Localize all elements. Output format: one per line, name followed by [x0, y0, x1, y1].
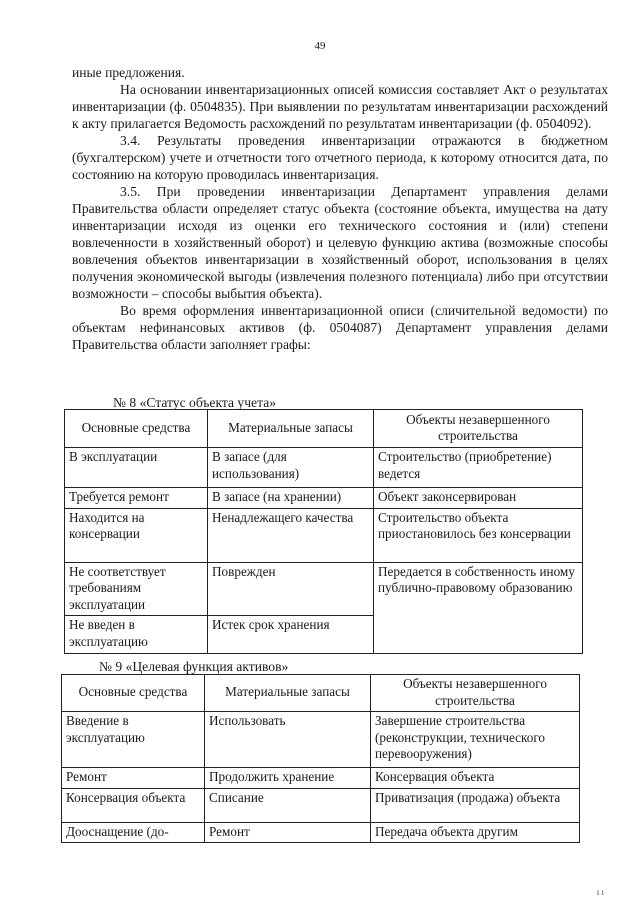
table-cell: Консервация объекта — [371, 768, 580, 789]
table-row — [65, 448, 583, 488]
table-cell: Передача объекта другим — [371, 822, 580, 843]
table-cell: В эксплуатации — [65, 448, 208, 488]
scan-marks: ı ı — [596, 887, 604, 897]
table-header-row — [62, 675, 580, 712]
table-cell: Ремонт — [62, 768, 205, 789]
table-cell: Ремонт — [205, 822, 371, 843]
column-header: Объекты незавершенного строительства — [374, 410, 583, 448]
table-row — [62, 768, 580, 789]
paragraph-inventory-form: Во время оформления инвентаризационной описи (сличительной ведомости) по объектам нефинансовых активов (ф. 0504087) Департамент управления делами Правительства области заполняет графы: — [72, 303, 608, 352]
table-cell: В запасе (на хранении) — [208, 488, 374, 509]
table-cell: Поврежден — [208, 562, 374, 616]
column-header: Объекты незавершенного строительства — [371, 675, 580, 712]
table-cell: Передается в собственность иному публично-правовому образованию — [374, 562, 583, 654]
table-cell: Введение в эксплуатацию — [62, 712, 205, 768]
paragraph-3-4: 3.4. Результаты проведения инвентаризации отражаются в бюджетном (бухгалтерском) учете и отчетности того отчетного периода, к которому относится дата, по состоянию на которую проводилась инвентаризация. — [72, 133, 608, 182]
table-cell: В запасе (для использования) — [208, 448, 374, 488]
table-cell: Истек срок хранения — [208, 616, 374, 654]
table-cell: Продолжить хранение — [205, 768, 371, 789]
target-function-table — [61, 674, 580, 843]
page-number: 49 — [314, 40, 326, 52]
column-header: Материальные запасы — [205, 675, 371, 712]
table-cell: Не введен в эксплуатацию — [65, 616, 208, 654]
paragraph-3-5: 3.5. При проведении инвентаризации Департамент управления делами Правительства области определяет статус объекта (состояние объекта, имущества на дату инвентаризации исходя из оценки его технического состояния и (или) степени вовлеченности в хозяйственный оборот) и целевую функцию актива (возможные способы вовлечения объектов инвентаризации в хозяйственный оборот, использования в целях получения экономической выгоды (извлечения полезного потенциала) либо при отсутствии возможности – способы выбытия объекта). — [72, 184, 608, 301]
table-cell: Ненадлежащего качества — [208, 508, 374, 562]
table-cell: Использовать — [205, 712, 371, 768]
table-row — [62, 712, 580, 768]
table-cell: Строительство объекта приостановилось без консервации — [374, 508, 583, 562]
table-8-caption: № 8 «Статус объекта учета» — [113, 395, 277, 410]
paragraph-act: На основании инвентаризационных описей комиссия составляет Акт о результатах инвентаризации (ф. 0504835). При выявлении по результатам инвентаризации расхождений к акту прилагается Ведомость расхождений по результатам инвентаризации (ф. 0504092). — [72, 82, 608, 131]
table-cell: Завершение строительства (реконструкции, технического перевооружения) — [371, 712, 580, 768]
status-table — [64, 409, 583, 654]
table-cell: Дооснащение (до- — [62, 822, 205, 843]
table-row — [62, 822, 580, 843]
column-header: Основные средства — [62, 675, 205, 712]
column-header: Материальные запасы — [208, 410, 374, 448]
table-header-row — [65, 410, 583, 448]
table-row — [65, 488, 583, 509]
table-cell: Списание — [205, 788, 371, 822]
table-row — [65, 508, 583, 562]
table-cell: Приватизация (продажа) объекта — [371, 788, 580, 822]
table-cell: Требуется ремонт — [65, 488, 208, 509]
body-text — [72, 64, 608, 353]
table-cell: Находится на консервации — [65, 508, 208, 562]
table-cell: Строительство (приобретение) ведется — [374, 448, 583, 488]
paragraph-continuation: иные предложения. — [72, 65, 185, 80]
table-cell: Консервация объекта — [62, 788, 205, 822]
column-header: Основные средства — [65, 410, 208, 448]
table-9-caption: № 9 «Целевая функция активов» — [99, 659, 289, 674]
table-row — [62, 788, 580, 822]
table-row — [65, 562, 583, 616]
table-cell: Не соответствует требованиям эксплуатации — [65, 562, 208, 616]
table-cell: Объект законсервирован — [374, 488, 583, 509]
